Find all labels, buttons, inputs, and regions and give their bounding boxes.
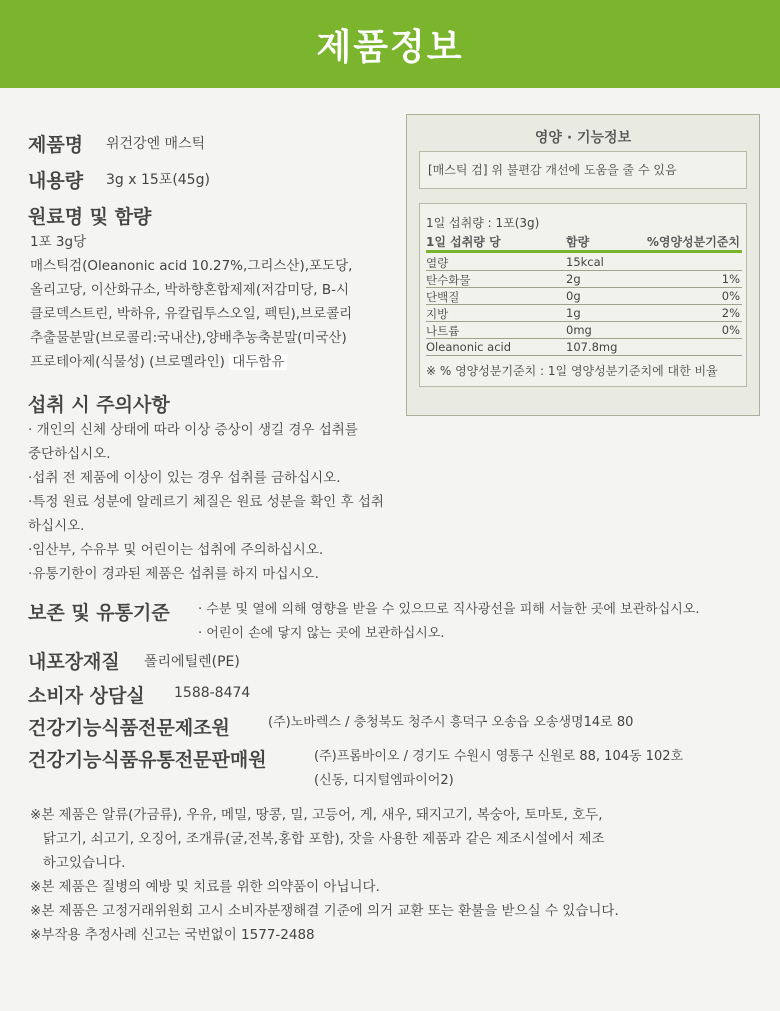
storage-list [198,598,700,646]
nutrient-name: Oleanonic acid [426,340,512,354]
precaution-line: ·특정 원료 성분에 알레르기 체질은 원료 성분을 확인 후 섭취 [28,494,384,510]
nutrition-title: 영양 · 기능정보 [534,130,632,146]
nutrient-amount: 107.8mg [566,340,618,354]
precaution-line: ·섭취 전 제품에 이상이 있는 경우 섭취를 금하십시오. [28,470,341,486]
nutrient-name: 탄수화물 [426,273,471,287]
ingredients-line: 매스틱검(Oleanonic acid 10.27%,그리스산),포도당, [30,258,353,274]
nutrition-footnote: ※ % 영양성분기준치 : 1일 영양성분기준치에 대한 비율 [426,364,718,378]
manufacturer-value: (주)노바렉스 / 충청북도 청주시 흥덕구 오송읍 오송생명14로 80 [268,715,634,730]
notice-line: ※본 제품은 알류(가금류), 우유, 메밀, 땅콩, 밀, 고등어, 게, 새우, 돼지고기, 복숭아, 토마토, 호두, [30,807,603,823]
precaution-line: ·유통기한이 경과된 제품은 섭취를 하지 마십시오. [28,566,319,582]
distributor-label: 건강기능식품유통전문판매원 [28,749,267,771]
nutrition-panel [406,114,760,416]
storage-label: 보존 및 유통기준 [28,602,170,624]
nutrition-header-row [426,230,742,253]
ingredients-label: 원료명 및 함량 [28,206,152,228]
nutrient-name: 나트륨 [426,324,460,338]
nutrition-table [419,203,747,387]
page-title: 제품정보 [316,26,464,68]
header-banner [0,0,780,88]
product-name-value: 위건강엔 매스틱 [106,136,206,152]
nutrition-row [426,288,742,305]
nutrient-name: 지방 [426,307,449,321]
precaution-line: 중단하십시오. [28,446,111,462]
storage-line: · 어린이 손에 닿지 않는 곳에 보관하십시오. [198,626,445,641]
consumer-phone: 1588-8474 [174,685,251,701]
ingredients-line: 프로테아제(식물성) (브로멜라인) [30,354,225,370]
nutrition-row [426,271,742,288]
nutrition-row [426,322,742,339]
nutrition-row [426,305,742,322]
nutrient-percent: 1% [721,272,740,286]
notices-list [30,803,619,947]
nutrient-amount: 15kcal [566,255,604,269]
nutrient-amount: 0g [566,289,581,303]
header-serving: 1일 섭취량 당 [426,235,501,249]
ingredients-line: 1포 3g당 [30,234,87,250]
packaging-label: 내포장재질 [28,651,120,673]
precaution-line: ·임산부, 수유부 및 어린이는 섭취에 주의하십시오. [28,542,324,558]
header-percent: %영양성분기준치 [646,235,740,249]
notice-line: ※본 제품은 고정거래위원회 고시 소비자분쟁해결 기준에 의거 교환 또는 환불을 받으실 수 있습니다. [30,903,619,919]
nutrition-row [426,339,742,356]
distributor-list [314,745,683,793]
notice-line: 닭고기, 쇠고기, 오징어, 조개류(굴,전복,홍합 포함), 잣을 사용한 제품과 같은 제조시설에서 제조 [30,831,605,847]
header-amount: 함량 [566,235,590,249]
capacity-label: 내용량 [28,170,84,192]
nutrient-amount: 1g [566,306,581,320]
ingredients-line: 올리고당, 이산화규소, 박하향혼합제제(저감미당, B-시 [30,282,350,298]
consumer-label: 소비자 상담실 [28,685,145,707]
ingredients-list [30,230,352,374]
product-name-label: 제품명 [28,134,84,156]
precaution-line: 하십시오. [28,518,85,534]
distributor-line: (주)프롬바이오 / 경기도 수원시 영통구 신원로 88, 104동 102호 [314,749,684,764]
notice-line: ※부작용 추정사례 신고는 국번없이 1577-2488 [30,927,315,943]
allergen-highlight: 대두함유 [229,354,287,370]
notice-line: 하고있습니다. [30,855,126,871]
function-claim: [매스틱 검] 위 불편감 개선에 도움을 줄 수 있음 [419,151,747,189]
nutrient-amount: 0mg [566,323,592,337]
capacity-value: 3g x 15포(45g) [106,172,210,188]
distributor-line: (신동, 디지털엠파이어2) [314,773,454,788]
ingredients-line-last [30,350,352,374]
nutrient-percent: 0% [721,323,740,337]
ingredients-line: 클로덱스트린, 박하유, 유칼립투스오일, 펙틴),브로콜리 [30,306,353,322]
nutrient-amount: 2g [566,272,581,286]
packaging-value: 폴리에틸렌(PE) [144,654,240,670]
precautions-list [28,418,384,586]
nutrient-name: 열량 [426,256,449,270]
serving-size: 1일 섭취량 : 1포(3g) [426,216,540,230]
notice-line: ※본 제품은 질병의 예방 및 치료를 위한 의약품이 아닙니다. [30,879,380,895]
nutrition-row [426,254,742,271]
nutrient-percent: 0% [721,289,740,303]
ingredients-line: 추출물분말(브로콜리:국내산),양배추농축분말(미국산) [30,330,347,346]
nutrient-name: 단백질 [426,290,460,304]
precaution-line: · 개인의 신체 상태에 따라 이상 증상이 생길 경우 섭취를 [28,422,358,438]
storage-line: · 수분 및 열에 의해 영향을 받을 수 있으므로 직사광선을 피해 서늘한 곳에 보관하십시오. [198,602,700,617]
nutrient-percent: 2% [721,306,740,320]
precautions-label: 섭취 시 주의사항 [28,394,170,416]
manufacturer-label: 건강기능식품전문제조원 [28,717,230,739]
